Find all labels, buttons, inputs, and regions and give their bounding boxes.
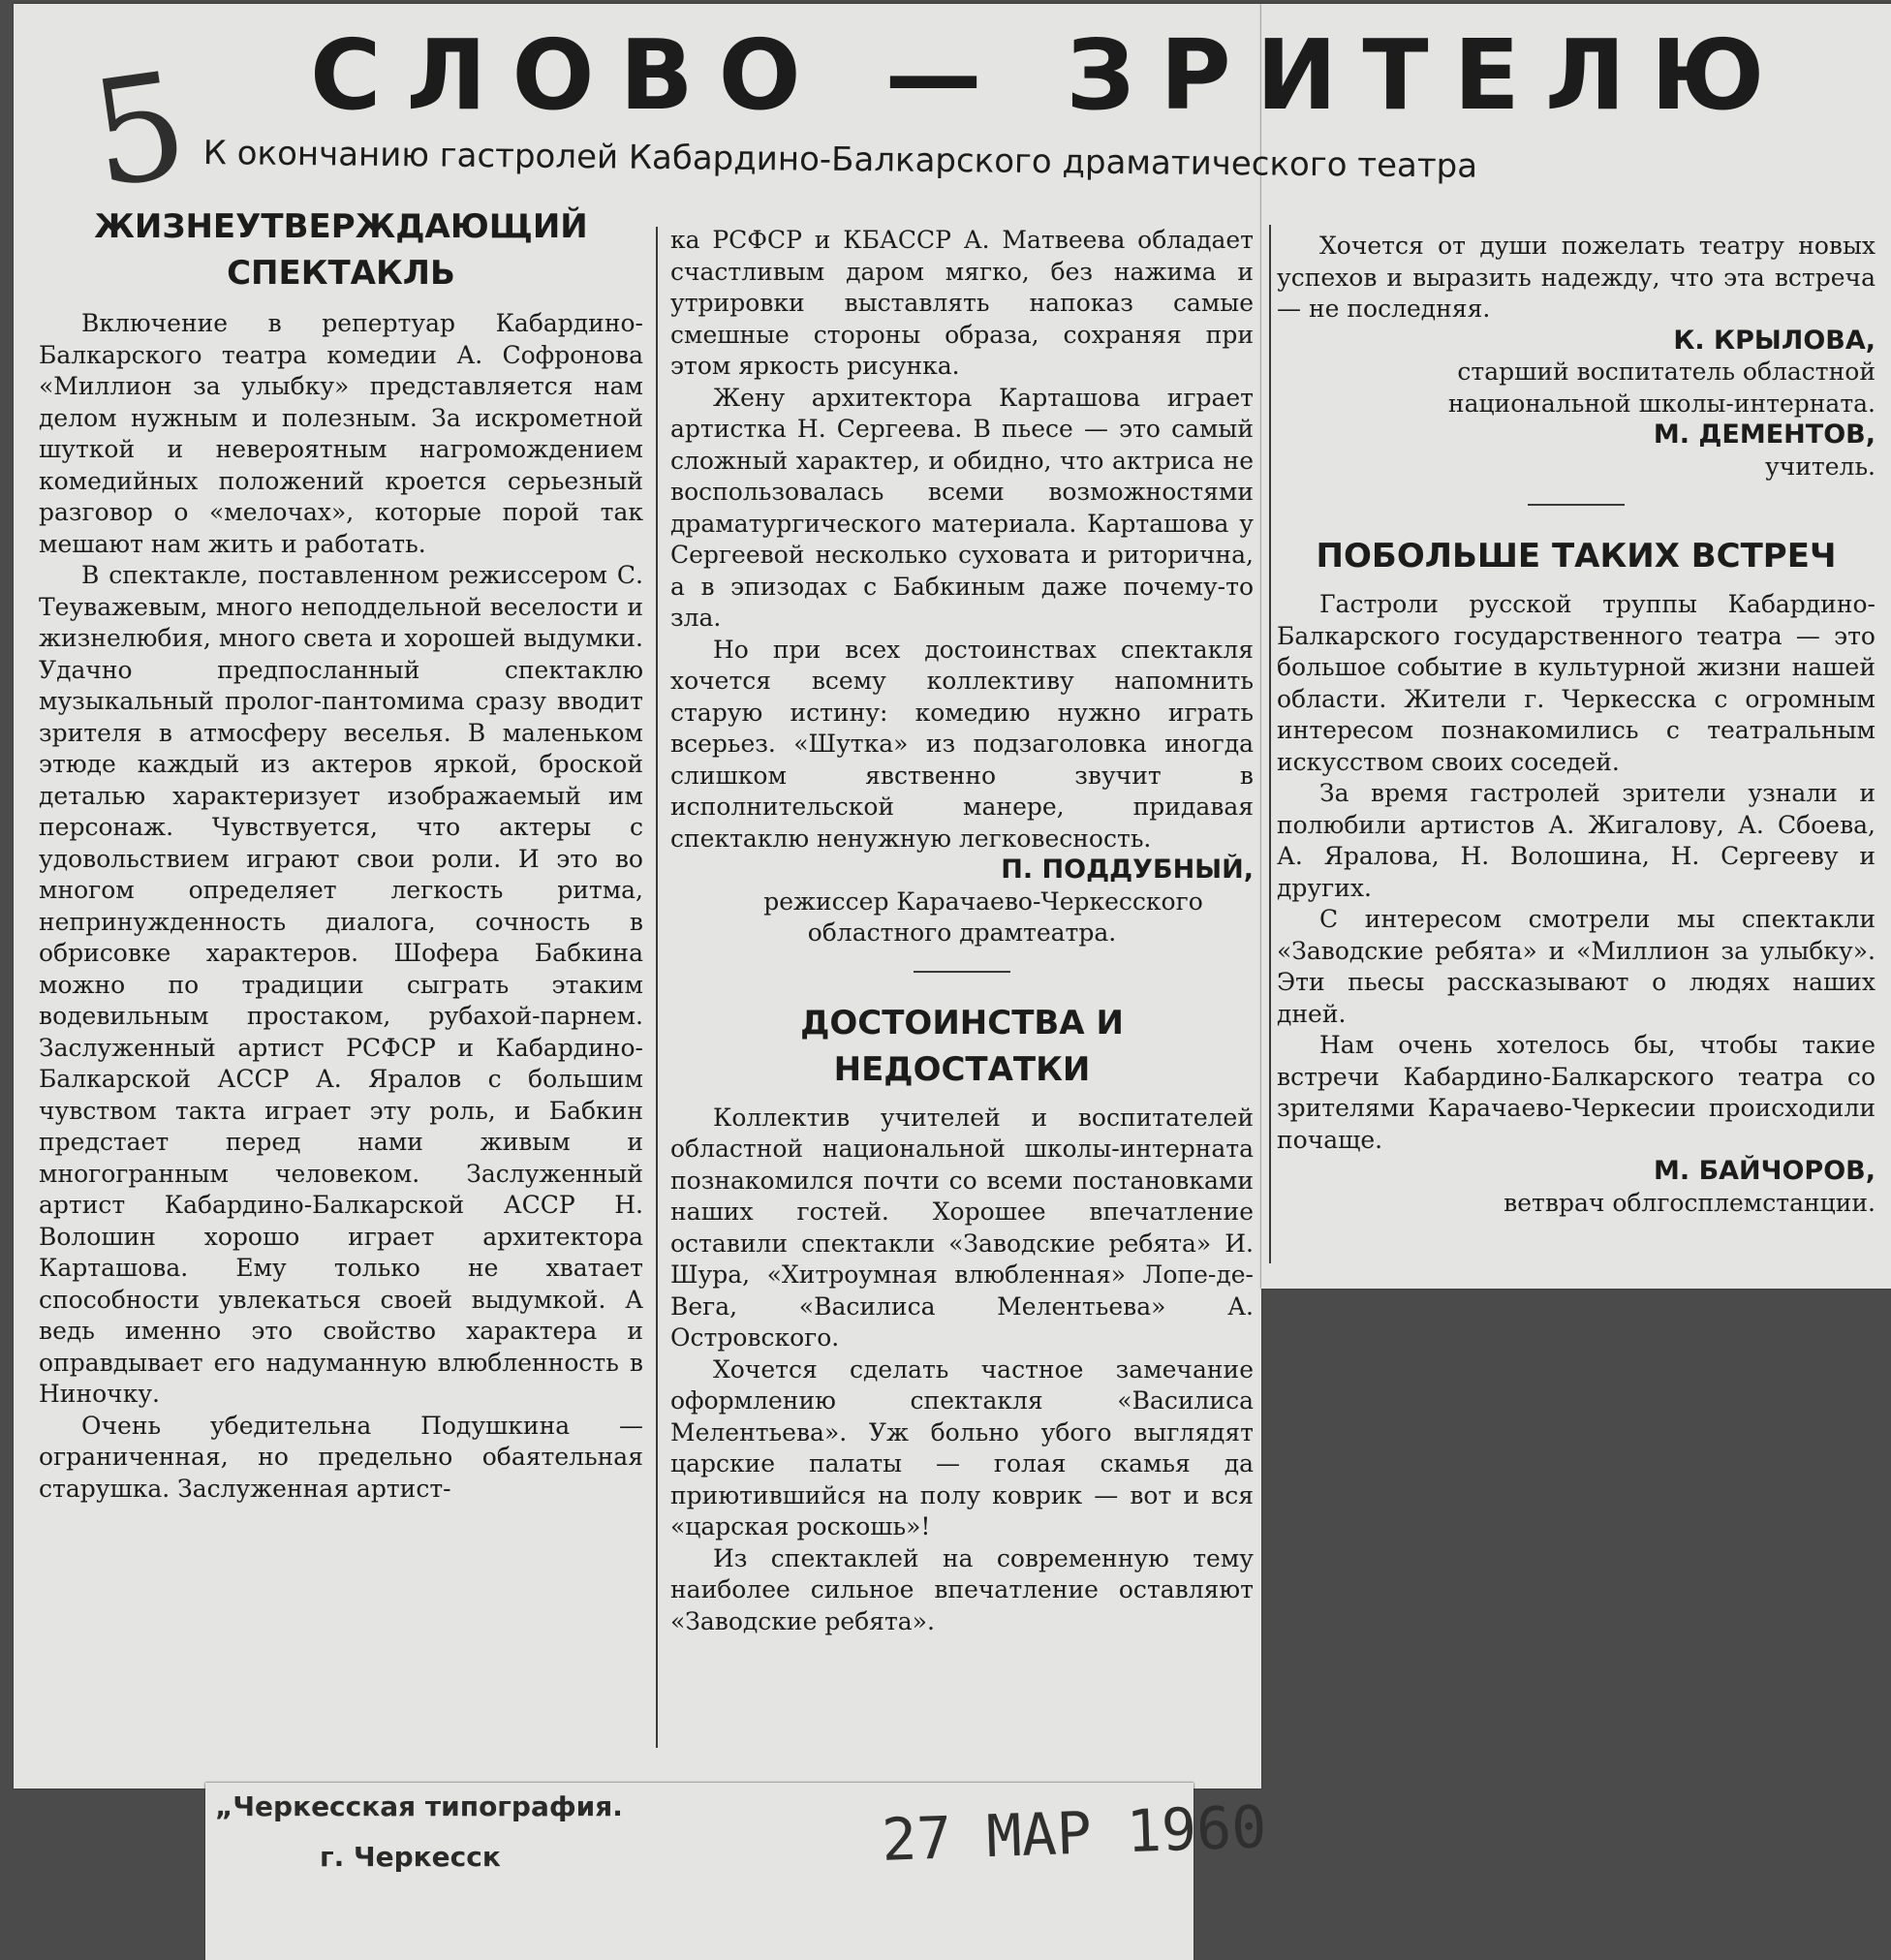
column-3 xyxy=(1277,231,1876,1219)
article-headline: ЖИЗНЕУТВЕРЖДАЮЩИЙ СПЕКТАКЛЬ xyxy=(94,207,588,293)
article-paragraph: Коллектив учителей и воспитателей областной национальной школы-интерната познакомился почти со всеми постановками наших гостей. Хорошее впечатление оставили спектакли «Заводские ребята» И. Шура, «Хитроумная влюбленная» Лопе-де-Вега, «Василиса Мелентьева» А. Островского. xyxy=(670,1103,1254,1352)
printer-imprint: „Черкесская типография. xyxy=(215,1790,623,1822)
author-role: ветврач облгосплемстанции. xyxy=(1504,1188,1876,1217)
article-paragraph: Нам очень хотелось бы, чтобы такие встречи Кабардино-Балкарского театра со зрителями Карачаево-Черкесии происходили почаще. xyxy=(1277,1031,1876,1154)
author-signature: К. КРЫЛОВА, xyxy=(1673,325,1876,356)
article-paragraph: Хочется от души пожелать театру новых успехов и выразить надежду, что эта встреча — не последняя. xyxy=(1277,232,1876,323)
article-paragraph: За время гастролей зрители узнали и полюбили артистов А. Жигалову, А. Сбоева, А. Яралова, Н. Волошина, Н. Сергееву и других. xyxy=(1277,779,1876,902)
author-role: учитель. xyxy=(1765,451,1876,481)
article-headline: ДОСТОИНСТВА И НЕДОСТАТКИ xyxy=(800,1003,1124,1089)
column-rule xyxy=(1269,225,1271,1263)
article-paragraph: Очень убедительна Подушкина — ограниченная, но предельно обаятельная старушка. Заслуженная артист- xyxy=(39,1411,643,1503)
author-signature: М. БАЙЧОРОВ, xyxy=(1654,1156,1876,1186)
article-paragraph: Хочется сделать частное замечание оформлению спектакля «Василиса Мелентьева». Уж больно убого выглядят царские палаты — голая скамья да приютившийся на полу коврик — вот и вся «царская роскошь»! xyxy=(670,1354,1254,1540)
article-paragraph: Жену архитектора Карташова играет артистка Н. Сергеева. В пьесе — это самый сложный характер, и обидно, что актриса не воспользовалась всеми возможностями драматургического материала. Карташова у Сергеевой несколько суховата и риторична, а в эпизодах с Бабкиным даже почему-то зла. xyxy=(670,383,1254,632)
column-2 xyxy=(670,225,1254,1637)
separator-rule xyxy=(914,971,1010,973)
article-paragraph: С интересом смотрели мы спектакли «Заводские ребята» и «Миллион за улыбку». Эти пьесы рассказывают о людях наших дней. xyxy=(1277,905,1876,1028)
article-paragraph: Гастроли русской труппы Кабардино-Балкарского государственного театра — это большое событие в культурной жизни нашей области. Жители г. Черкесска с огромным интересом познакомились с театральным искусством своих соседей. xyxy=(1277,590,1876,776)
author-signature: М. ДЕМЕНТОВ, xyxy=(1653,420,1876,450)
printer-city: г. Черкесск xyxy=(320,1841,501,1873)
article-paragraph: ка РСФСР и КБАССР А. Матвеева обладает счастливым даром мягко, без нажима и утрировки выставлять напоказ самые смешные стороны образа, сохраняя при этом яркость рисунка. xyxy=(670,226,1254,380)
handwritten-number-mark: 5 xyxy=(81,41,198,221)
date-stamp: 27 МАР 1960 xyxy=(880,1793,1268,1875)
masthead-title: СЛОВО — ЗРИТЕЛЮ xyxy=(310,18,1790,132)
article-paragraph: Включение в репертуар Кабардино-Балкарского театра комедии А. Софронова «Миллион за улыбку» представляется нам делом нужным и полезным. За искрометной шуткой и невероятным нагромождением комедийных положений кроется серьезный разговор о «мелочах», которые порой так мешают нам жить и работать. xyxy=(39,309,643,558)
column-1 xyxy=(39,203,643,1505)
author-signature: П. ПОДДУБНЫЙ, xyxy=(1001,855,1254,885)
article-paragraph: Из спектаклей на современную тему наиболее сильное впечатление оставляют «Заводские ребята». xyxy=(670,1543,1254,1635)
article-paragraph: Но при всех достоинствах спектакля хочется всему коллективу напомнить старую истину: комедию нужно играть всерьез. «Шутка» из подзаголовка иногда слишком явственно звучит в исполнительской манере, придавая спектаклю ненужную легковесность. xyxy=(670,635,1254,853)
masthead-subtitle: К окончанию гастролей Кабардино-Балкарского драматического театра xyxy=(202,134,1478,186)
separator-rule xyxy=(1528,504,1625,506)
author-role: старший воспитатель областной национальной школы-интерната. xyxy=(1447,358,1876,418)
article-paragraph: В спектакле, поставленном режиссером С. Теуважевым, много неподдельной веселости и жизнелюбия, много света и хорошей выдумки. Удачно предпосланный спектаклю музыкальный пролог-пантомима сразу вводит зрителя в атмосферу веселья. В маленьком этюде каждый из актеров яркой, броской деталью характеризует изображаемый им персонаж. Чувствуется, что актеры с удовольствием играют свои роли. И это во многом определяет легкость ритма, непринужденность диалога, сочность в обрисовке характеров. Шофера Бабкина можно по традиции сыграть этаким водевильным простаком, рубахой-парнем. Заслуженный артист РСФСР и Кабардино-Балкарской АССР А. Яралов с большим чувством такта играет эту роль, и Бабкин предстает перед нами живым и многогранным человеком. Заслуженный артист Кабардино-Балкарской АССР Н. Волошин хорошо играет архитектора Карташова. Ему только не хватает способности увлекаться своей выдумкой. А ведь именно это свойство характера и оправдывает его надуманную влюбленность в Ниночку. xyxy=(39,561,643,1408)
article-headline: ПОБОЛЬШЕ ТАКИХ ВСТРЕЧ xyxy=(1316,537,1837,576)
author-role: режиссер Карачаево-Черкесского областного драмтеатра. xyxy=(763,887,1203,947)
column-rule xyxy=(656,227,658,1748)
